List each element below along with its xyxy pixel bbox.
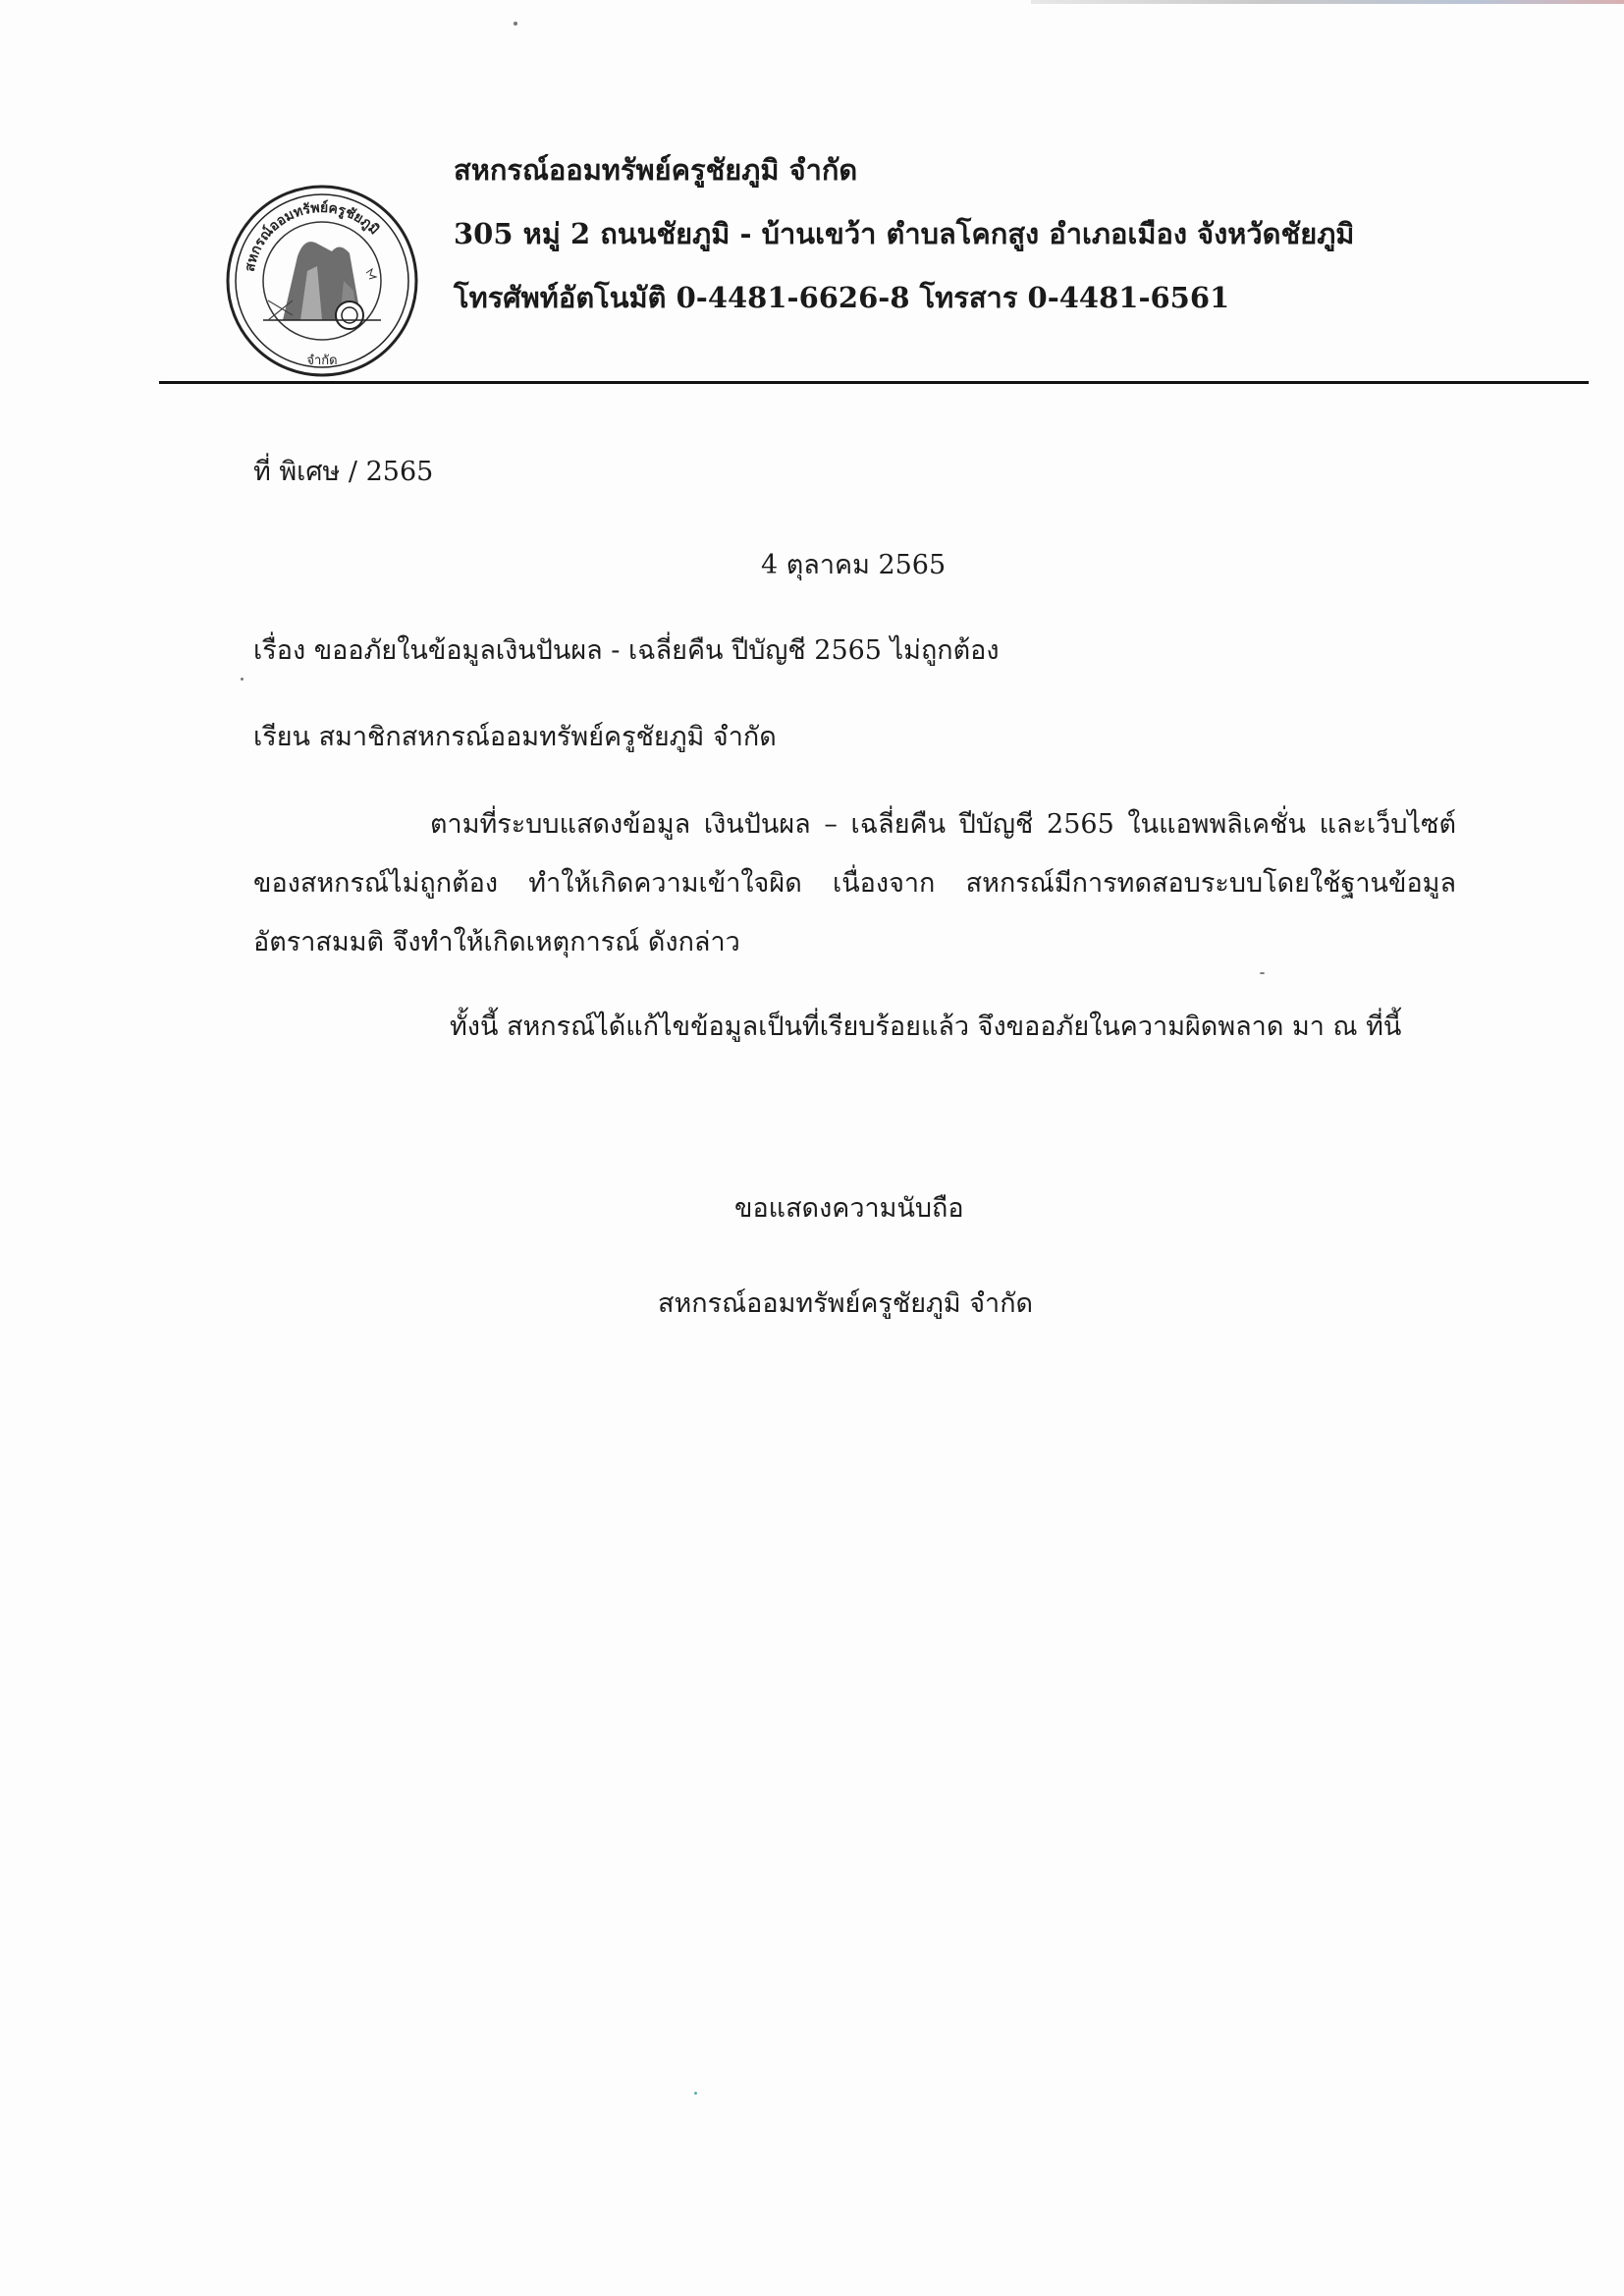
- letter-subject: เรื่อง ขออภัยในข้อมูลเงินปันผล - เฉลี่ยคืน ปีบัญชี 2565 ไม่ถูกต้อง: [253, 635, 1000, 666]
- body-paragraph-1: ตามที่ระบบแสดงข้อมูล เงินปันผล – เฉลี่ยคืน ปีบัญชี 2565 ในแอพพลิเคชั่น และเว็บไซต์ของสหกรณ์ไม่ถูกต้อง ทำให้เกิดความเข้าใจผิด เนื่องจาก สหกรณ์มีการทดสอบระบบโดยใช้ฐานข้อมูล อัตราสมมติ จึงทำให้เกิดเหตุการณ์ ดังกล่าว: [253, 809, 1456, 957]
- letter-addressee: เรียน สมาชิกสหกรณ์ออมทรัพย์ครูชัยภูมิ จำกัด: [253, 722, 777, 752]
- org-phone: โทรศัพท์อัตโนมัติ 0-4481-6626-8 โทรสาร 0-4481-6561: [454, 281, 1230, 314]
- org-address: 305 หมู่ 2 ถนนชัยภูมิ - บ้านเขว้า ตำบลโคกสูง อำเภอเมือง จังหวัดชัยภูมิ: [454, 217, 1355, 250]
- scan-speck: [694, 2092, 697, 2095]
- closing-salutation: ขอแสดงความนับถือ: [734, 1193, 964, 1224]
- signer-name: สหกรณ์ออมทรัพย์ครูชัยภูมิ จำกัด: [658, 1288, 1034, 1319]
- body-paragraph-2: ทั้งนี้ สหกรณ์ได้แก้ไขข้อมูลเป็นที่เรียบร้อยแล้ว จึงขออภัยในความผิดพลาด มา ณ ที่นี้: [450, 1011, 1402, 1042]
- svg-text:จำกัด: จำกัด: [306, 354, 338, 368]
- cooperative-seal-icon: [224, 183, 420, 379]
- scan-speck: [514, 22, 517, 26]
- letterhead-divider: [159, 381, 1589, 384]
- scan-speck: [1260, 972, 1265, 974]
- scan-speck: [241, 678, 244, 681]
- org-name: สหกรณ์ออมทรัพย์ครูชัยภูมิ จำกัด: [454, 153, 858, 187]
- scan-edge: [1031, 0, 1624, 4]
- svg-text:สหกรณ์ออมทรัพย์ครูชัยภูมิ: สหกรณ์ออมทรัพย์ครูชัยภูมิ: [242, 199, 382, 273]
- reference-number: ที่ พิเศษ / 2565: [253, 457, 434, 487]
- letter-date: 4 ตุลาคม 2565: [761, 550, 947, 580]
